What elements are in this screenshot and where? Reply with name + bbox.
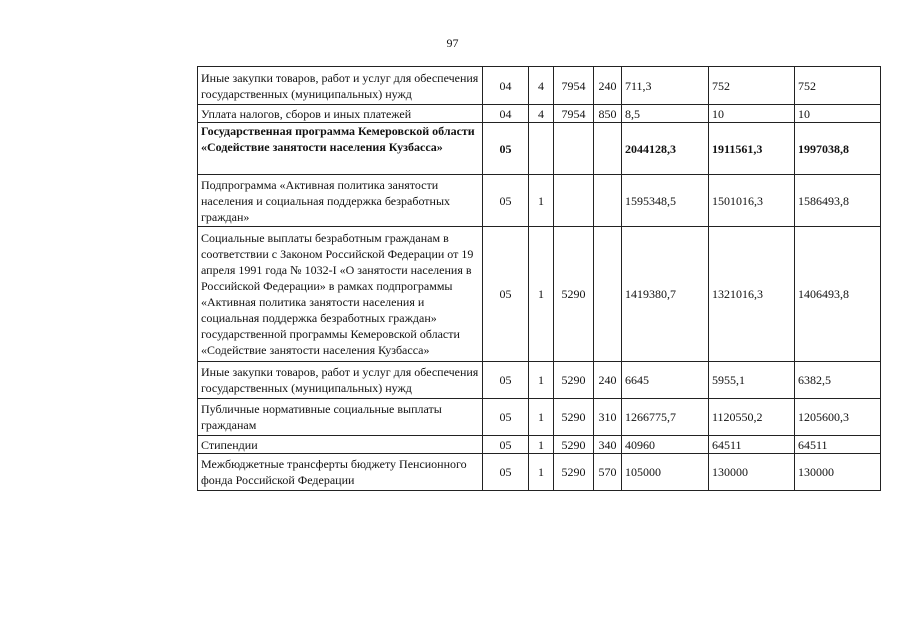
target-code-cell: 5290 [554, 399, 594, 436]
table-row [198, 362, 881, 399]
table-row [198, 454, 881, 491]
amount-year1-cell: 40960 [622, 436, 709, 454]
table-row [198, 175, 881, 227]
amount-year1-cell: 6645 [622, 362, 709, 399]
amount-year1-cell: 1419380,7 [622, 227, 709, 362]
amount-year2-cell: 5955,1 [709, 362, 795, 399]
table-body [198, 67, 881, 491]
amount-year2-cell: 130000 [709, 454, 795, 491]
subsection-code-cell: 1 [529, 436, 554, 454]
section-code-cell: 05 [483, 399, 529, 436]
row-name-cell: Стипендии [198, 436, 483, 454]
amount-year3-cell: 1586493,8 [795, 175, 881, 227]
amount-year2-cell: 752 [709, 67, 795, 105]
row-name-cell: Подпрограмма «Активная политика занятости населения и социальная поддержка безработных граждан» [198, 175, 483, 227]
target-code-cell: 5290 [554, 362, 594, 399]
section-code-cell: 05 [483, 175, 529, 227]
row-name-cell: Иные закупки товаров, работ и услуг для обеспечения государственных (муниципальных) нужд [198, 362, 483, 399]
row-name-cell: Государственная программа Кемеровской области «Содействие занятости населения Кузбасса» [198, 123, 483, 175]
expense-type-cell: 850 [594, 105, 622, 123]
expense-type-cell: 570 [594, 454, 622, 491]
amount-year1-cell: 1266775,7 [622, 399, 709, 436]
amount-year3-cell: 1997038,8 [795, 123, 881, 175]
row-name-cell: Социальные выплаты безработным гражданам в соответствии с Законом Российской Федерации от 19 апреля 1991 года № 1032-I «О занятости населения в Российской Федерации» в рамках подпрограммы «Активная политика занятости населения и социальная поддержка безработных граждан» государственной программы Кемеровской области «Содействие занятости населения Кузбасса» [198, 227, 483, 362]
row-name-cell: Публичные нормативные социальные выплаты гражданам [198, 399, 483, 436]
amount-year1-cell: 1595348,5 [622, 175, 709, 227]
expense-type-cell [594, 227, 622, 362]
amount-year2-cell: 10 [709, 105, 795, 123]
table-row [198, 436, 881, 454]
subsection-code-cell: 1 [529, 454, 554, 491]
expense-type-cell: 240 [594, 67, 622, 105]
amount-year2-cell: 1911561,3 [709, 123, 795, 175]
amount-year2-cell: 1321016,3 [709, 227, 795, 362]
section-code-cell: 05 [483, 227, 529, 362]
target-code-cell: 5290 [554, 227, 594, 362]
amount-year3-cell: 752 [795, 67, 881, 105]
amount-year2-cell: 1501016,3 [709, 175, 795, 227]
table-row [198, 67, 881, 105]
expense-type-cell: 340 [594, 436, 622, 454]
amount-year2-cell: 64511 [709, 436, 795, 454]
subsection-code-cell: 1 [529, 175, 554, 227]
amount-year1-cell: 2044128,3 [622, 123, 709, 175]
amount-year3-cell: 1406493,8 [795, 227, 881, 362]
section-code-cell: 05 [483, 123, 529, 175]
expense-type-cell: 240 [594, 362, 622, 399]
target-code-cell [554, 175, 594, 227]
budget-table [197, 66, 881, 491]
section-code-cell: 05 [483, 454, 529, 491]
row-name-cell: Уплата налогов, сборов и иных платежей [198, 105, 483, 123]
amount-year1-cell: 105000 [622, 454, 709, 491]
subsection-code-cell: 4 [529, 67, 554, 105]
subsection-code-cell: 1 [529, 399, 554, 436]
target-code-cell: 5290 [554, 436, 594, 454]
subsection-code-cell [529, 123, 554, 175]
subsection-code-cell: 1 [529, 227, 554, 362]
subsection-code-cell: 1 [529, 362, 554, 399]
amount-year3-cell: 10 [795, 105, 881, 123]
target-code-cell: 5290 [554, 454, 594, 491]
target-code-cell [554, 123, 594, 175]
target-code-cell: 7954 [554, 67, 594, 105]
amount-year2-cell: 1120550,2 [709, 399, 795, 436]
amount-year1-cell: 711,3 [622, 67, 709, 105]
subsection-code-cell: 4 [529, 105, 554, 123]
table-row [198, 227, 881, 362]
table-row [198, 399, 881, 436]
table-row [198, 123, 881, 175]
amount-year3-cell: 1205600,3 [795, 399, 881, 436]
amount-year3-cell: 6382,5 [795, 362, 881, 399]
row-name-cell: Межбюджетные трансферты бюджету Пенсионного фонда Российской Федерации [198, 454, 483, 491]
expense-type-cell: 310 [594, 399, 622, 436]
section-code-cell: 04 [483, 105, 529, 123]
row-name-cell: Иные закупки товаров, работ и услуг для обеспечения государственных (муниципальных) нужд [198, 67, 483, 105]
amount-year3-cell: 130000 [795, 454, 881, 491]
section-code-cell: 05 [483, 436, 529, 454]
section-code-cell: 05 [483, 362, 529, 399]
expense-type-cell [594, 175, 622, 227]
amount-year1-cell: 8,5 [622, 105, 709, 123]
page-number: 97 [446, 36, 459, 50]
amount-year3-cell: 64511 [795, 436, 881, 454]
expense-type-cell [594, 123, 622, 175]
table-row [198, 105, 881, 123]
section-code-cell: 04 [483, 67, 529, 105]
target-code-cell: 7954 [554, 105, 594, 123]
